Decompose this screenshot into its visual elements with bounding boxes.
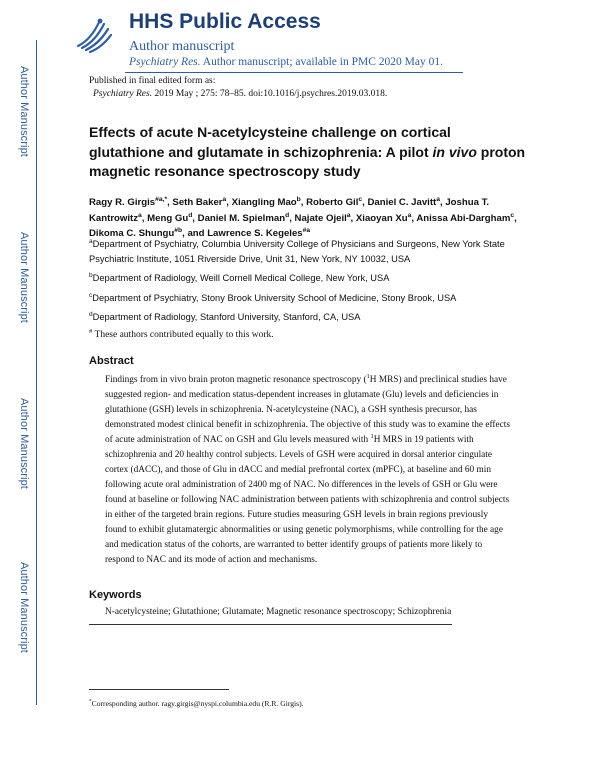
author-name: Daniel C. Javitt: [367, 197, 437, 208]
author-sup: a: [138, 211, 142, 219]
footnote: [89, 699, 304, 708]
affiliation-text: Department of Radiology, Weill Cornell Medical College, New York, USA: [92, 273, 390, 283]
header-title: HHS Public Access: [129, 10, 321, 33]
author-sup: d: [285, 211, 290, 219]
keywords-text: N-acetylcysteine; Glutathione; Glutamate; Magnetic resonance spectroscopy; Schizophrenia: [105, 607, 452, 617]
publication-citation: [93, 89, 387, 99]
abstract-sup: 1: [366, 372, 370, 380]
author-name: Roberto Gil: [306, 197, 359, 208]
author-name: Xiangling Mao: [231, 197, 297, 208]
header-subtitle: Author manuscript: [129, 39, 235, 54]
author-list: Ragy R. Girgis$^{\#a,*}$, Seth Baker$^a$, Xiangling Mao$^b$, Roberto Gil$^c$, Daniel C. Javitt$^a$, Joshua T. Kantrowitz$^a$, Meng Gu$^d$, Daniel M. Spielman$^d$, Najate Ojeil$^a$, Xiaoyan Xu$^a$, Anissa Abi-Dargham$^c$, Dikoma C. Shungu$^{\#b}$, and Lawrence S. Kegeles$^{\#a}$: [89, 195, 517, 239]
author-sup: #a: [302, 226, 311, 234]
abstract-text: H MRS in 19 patients with schizophrenia and 20 healthy control subjects. Levels of GSH were acquired in dorsal anterior cingulate cortex (dACC), and those of Glu in dACC and medial prefrontal cortex (mPFC), at baseline and 60 min following acute oral administration of 2400 mg of NAC. No differences in the levels of GSH or Glu were found at baseline or following NAC administration between patients with schizophrenia and control subjects in either of the targeted brain regions. Future studies measuring GSH levels in brain regions previously found to exhibit glutamatergic abnormalities or using genetic polymorphisms, while controlling for the age and medication status of the cohorts, are warranted to better identify groups of patients more likely to respond to NAC and its mode of action and mechanisms.: [105, 435, 510, 565]
equal-note-sup: #: [89, 327, 93, 335]
equal-contribution-note: [89, 327, 274, 340]
author-sup: a: [436, 195, 440, 203]
side-label-author-manuscript: Author Manuscript: [18, 398, 30, 489]
author-sup: #b: [174, 226, 183, 234]
affiliation: [89, 291, 519, 306]
author-name: Lawrence S. Kegeles: [207, 228, 303, 239]
author-name: Najate Ojeil: [294, 212, 347, 224]
author-sup: a: [222, 195, 227, 203]
affiliation: [89, 237, 519, 267]
keywords-heading: Keywords: [89, 589, 142, 601]
author-name: Meng Gu: [147, 212, 189, 224]
author-name: Xiaoyan Xu: [355, 212, 408, 224]
hhs-eagle-logo-icon: [72, 12, 116, 56]
equal-note-text: These authors contributed equally to this work.: [92, 330, 274, 340]
affiliation-sup: b: [89, 271, 93, 279]
side-label-author-manuscript: Author Manuscript: [18, 232, 30, 323]
footnote-rule: [89, 689, 229, 690]
publication-citation-text: 2019 May ; 275: 78–85. doi:10.1016/j.psychres.2019.03.018.: [152, 89, 388, 99]
header-rule: [125, 72, 463, 73]
author-name: Joshua T. Kantrowitz: [89, 197, 490, 224]
author-sup: a: [346, 211, 351, 219]
author-sup: b: [296, 195, 301, 203]
author-sup: d: [188, 211, 193, 219]
footnote-text: Corresponding author. ragy.girgis@nyspi.columbia.edu (R.R. Girgis).: [91, 699, 304, 708]
abstract-text: Findings from in vivo brain proton magnetic resonance spectroscopy (: [105, 375, 367, 385]
affiliation-sup: d: [89, 310, 93, 318]
author-name: Anissa Abi-Dargham: [416, 212, 511, 224]
author-sup: #a,*: [155, 195, 168, 203]
author-name: Ragy R. Girgis: [89, 197, 156, 208]
header-availability: [129, 56, 443, 68]
header-journal: Psychiatry Res.: [129, 56, 201, 68]
author-sup: a: [407, 211, 412, 219]
article-title-end: proton magnetic resonance spectroscopy study: [89, 143, 526, 179]
affiliation-text: Department of Psychiatry, Columbia University College of Physicians and Surgeons, New York State Psychiatric Institute, 1051 Riverside Drive, Unit 31, New York, NY 10032, USA: [89, 239, 505, 264]
article-title-italic: in vivo: [432, 143, 477, 160]
side-label-author-manuscript: Author Manuscript: [18, 562, 30, 653]
author-name: Seth Baker: [172, 197, 223, 208]
footnote-sup: *: [89, 698, 92, 705]
affiliation: [89, 271, 519, 286]
affiliation-text: Department of Radiology, Stanford University, Stanford, CA, USA: [92, 312, 361, 322]
affiliation-sup: a: [89, 237, 93, 245]
author-name: Daniel M. Spielman: [197, 212, 286, 224]
keywords-rule: [89, 624, 452, 625]
affiliation-text: Department of Psychiatry, Stony Brook University School of Medicine, Stony Brook, USA: [92, 293, 457, 303]
side-margin-rule: [36, 40, 37, 705]
article-title: [89, 123, 529, 182]
published-label: Published in final edited form as:: [89, 76, 216, 86]
article-title-main: Effects of acute N-acetylcysteine challenge on cortical glutathione and glutamate in schizophrenia: A pilot: [89, 124, 451, 160]
author-sup: c: [358, 195, 363, 203]
publication-journal: Psychiatry Res.: [93, 89, 153, 99]
affiliation: [89, 310, 519, 325]
header-availability-text: Author manuscript; available in PMC 2020 May 01.: [200, 56, 443, 68]
author-name: Dikoma C. Shungu: [89, 228, 175, 239]
affiliation-sup: c: [89, 291, 93, 299]
author-sup: c: [510, 211, 515, 219]
side-label-author-manuscript: Author Manuscript: [18, 66, 30, 157]
abstract-text: H MRS) and preclinical studies have suggested region- and medication status-dependent increases in glutamate (Glu) levels and deficiencies in glutathione (GSH) levels in schizophrenia. N-acetylcysteine (NAC), a GSH synthesis precursor, has demonstrated modest clinical benefit in schizophrenia. The objective of this study was to examine the effects of acute administration of NAC on GSH and Glu levels measured with: [105, 375, 510, 445]
abstract-sup: 1: [370, 432, 374, 440]
abstract-heading: Abstract: [89, 355, 134, 367]
abstract-body: [105, 373, 510, 568]
